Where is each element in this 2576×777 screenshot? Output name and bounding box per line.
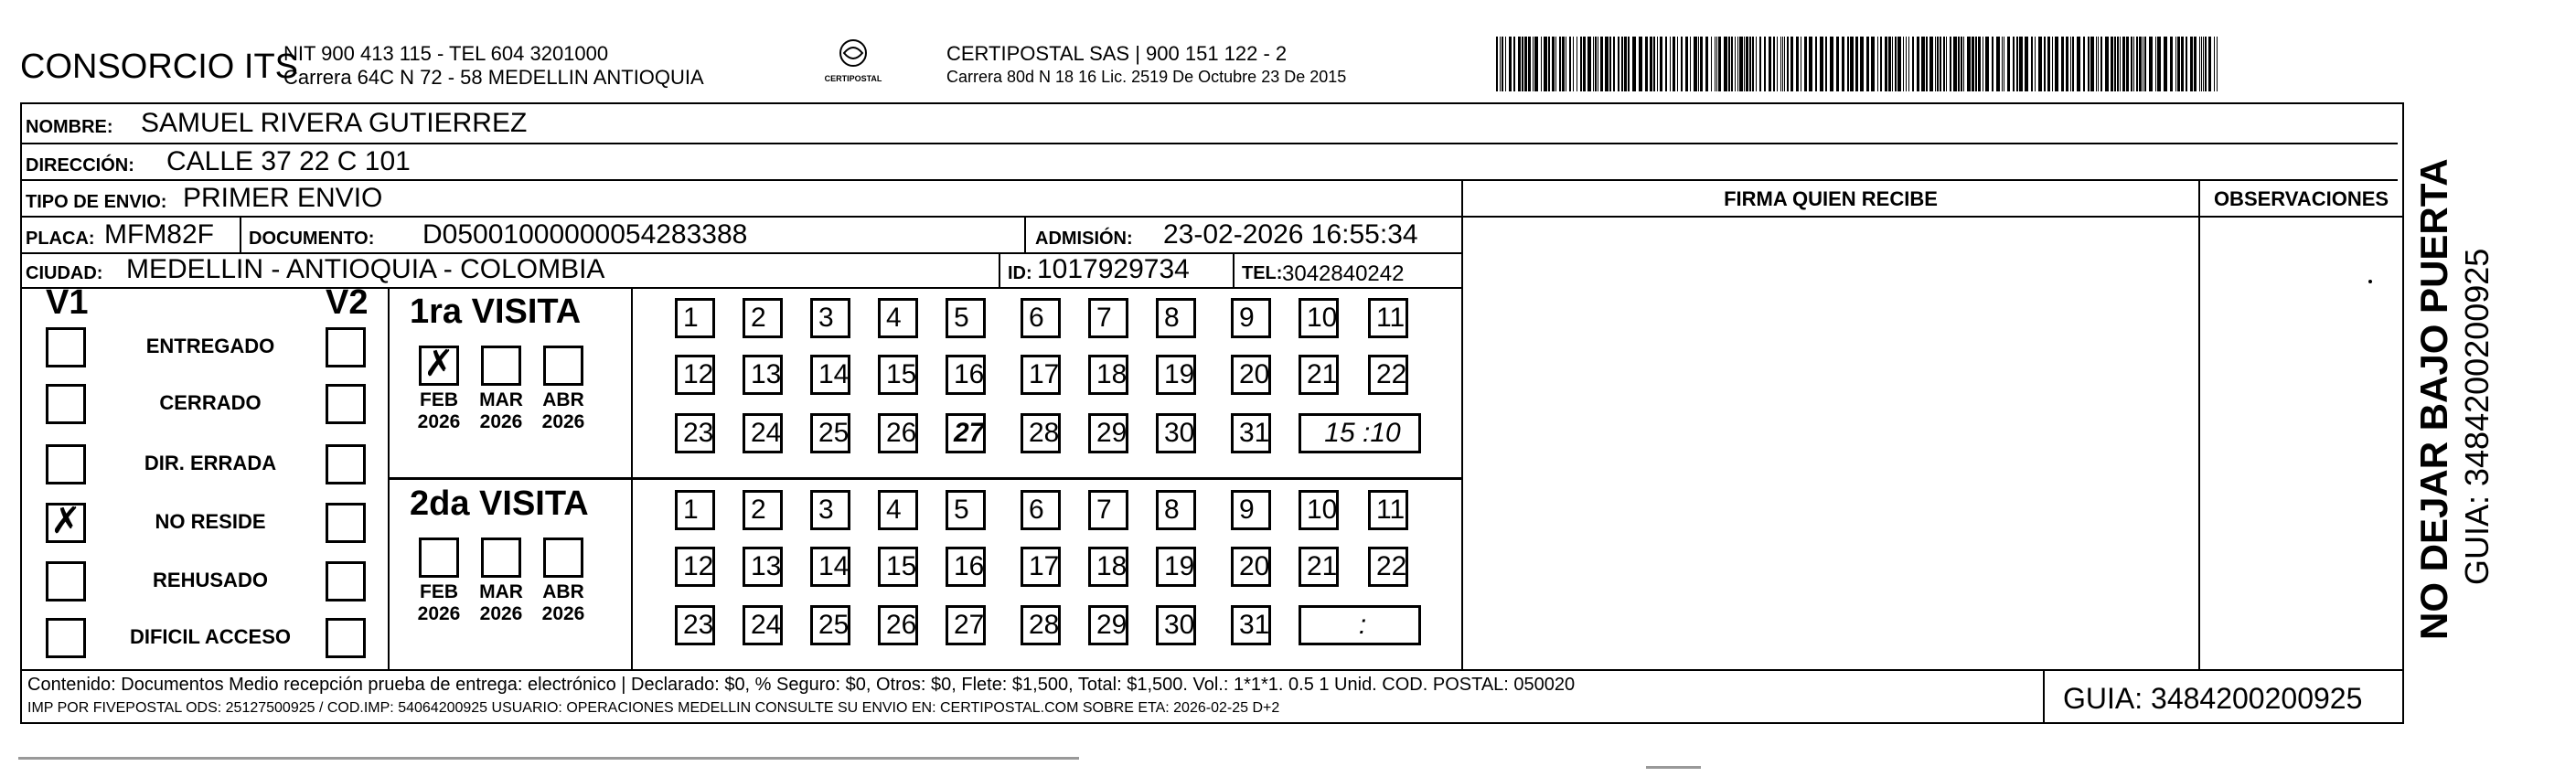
barcode	[1496, 37, 2228, 91]
footer-guia: GUIA: 3484200200925	[2063, 682, 2363, 715]
id-value: 1017929734	[1037, 254, 1190, 284]
footer-line	[20, 669, 2404, 671]
visit2-day[interactable]: 7	[1088, 490, 1128, 530]
visit1-day[interactable]: 23	[675, 413, 715, 453]
placa-value: MFM82F	[104, 219, 214, 250]
visit2-day[interactable]: 23	[675, 605, 715, 645]
visit2-day[interactable]: 9	[1231, 490, 1271, 530]
visit2-day[interactable]: 16	[946, 547, 986, 587]
v1-checkbox[interactable]	[46, 384, 86, 424]
admision-label: ADMISIÓN:	[1035, 229, 1133, 249]
visit2-day[interactable]: 10	[1299, 490, 1339, 530]
month-label: FEB	[420, 581, 458, 602]
nombre-value: SAMUEL RIVERA GUTIERREZ	[141, 108, 528, 138]
visit2-month-checkbox[interactable]	[481, 538, 521, 578]
carrier-address: Carrera 80d N 18 16 Lic. 2519 De Octubre 23 De 2015	[946, 68, 1347, 86]
visit2-time-field[interactable]: :	[1299, 605, 1421, 645]
year-label: 2026	[541, 603, 585, 624]
visit1-day[interactable]: 15	[878, 355, 918, 395]
year-label: 2026	[479, 411, 523, 432]
visit2-day[interactable]: 29	[1088, 605, 1128, 645]
visit1-day[interactable]: 27	[946, 413, 986, 453]
month-label: ABR	[542, 581, 584, 602]
visit1-day[interactable]: 16	[946, 355, 986, 395]
visit2-day[interactable]: 31	[1231, 605, 1271, 645]
visit2-month-checkbox[interactable]	[543, 538, 583, 578]
visit2-day[interactable]: 19	[1156, 547, 1196, 587]
year-label: 2026	[479, 603, 523, 624]
visit2-day[interactable]: 11	[1368, 490, 1408, 530]
status-option-label: NO RESIDE	[155, 510, 266, 533]
visit1-day[interactable]: 11	[1368, 298, 1408, 338]
month-check-mark: ✗	[423, 343, 454, 385]
v2-checkbox[interactable]	[326, 503, 366, 543]
side-guia: GUIA: 3484200200925	[2458, 248, 2496, 585]
documento-label: DOCUMENTO:	[249, 229, 375, 249]
status-option-label: CERRADO	[159, 391, 262, 414]
visit2-day[interactable]: 8	[1156, 490, 1196, 530]
carrier-name: CERTIPOSTAL SAS | 900 151 122 - 2	[946, 42, 1288, 65]
scan-mark	[1646, 766, 1701, 769]
tipo-label: TIPO DE ENVIO:	[26, 192, 167, 212]
visit2-day[interactable]: 22	[1368, 547, 1408, 587]
visit-divider	[631, 289, 633, 671]
visit1-month-checkbox[interactable]	[419, 343, 459, 386]
visit-separator	[390, 477, 1463, 480]
visit1-day[interactable]: 9	[1231, 298, 1271, 338]
visit2-day[interactable]: 28	[1021, 605, 1061, 645]
visit1-month	[536, 389, 591, 433]
visit2-day[interactable]: 1	[675, 490, 715, 530]
row-ciudad	[20, 254, 1463, 289]
obs-dot	[2368, 280, 2372, 283]
visit1-title: 1ra VISITA	[410, 293, 582, 331]
visit2-day[interactable]: 15	[878, 547, 918, 587]
nombre-label: NOMBRE:	[26, 117, 113, 137]
v1-checkbox[interactable]	[46, 327, 86, 367]
visit1-day[interactable]: 24	[743, 413, 783, 453]
v2-checkbox[interactable]	[326, 561, 366, 601]
v1-label: V1	[46, 283, 89, 322]
visit2-day[interactable]: 27	[946, 605, 986, 645]
visit1-day[interactable]: 14	[810, 355, 850, 395]
year-label: 2026	[417, 603, 461, 624]
visit1-day[interactable]: 6	[1021, 298, 1061, 338]
visit1-day[interactable]: 13	[743, 355, 783, 395]
visit1-day[interactable]: 30	[1156, 413, 1196, 453]
year-label: 2026	[541, 411, 585, 432]
year-label: 2026	[417, 411, 461, 432]
firma-header: FIRMA QUIEN RECIBE	[1463, 181, 2198, 218]
visit1-day[interactable]: 26	[878, 413, 918, 453]
v2-checkbox[interactable]	[326, 327, 366, 367]
visit1-day[interactable]: 10	[1299, 298, 1339, 338]
v2-checkbox[interactable]	[326, 444, 366, 484]
visit2-day[interactable]: 2	[743, 490, 783, 530]
visit1-day[interactable]: 3	[810, 298, 850, 338]
side-warning: NO DEJAR BAJO PUERTA	[2412, 158, 2455, 640]
placa-label: PLACA:	[26, 229, 95, 249]
visit1-month	[474, 389, 529, 433]
visit1-month-checkbox[interactable]	[481, 346, 521, 386]
visit1-day[interactable]: 22	[1368, 355, 1408, 395]
admision-value: 23-02-2026 16:55:34	[1163, 219, 1418, 250]
visit2-day[interactable]: 25	[810, 605, 850, 645]
visit1-day[interactable]: 2	[743, 298, 783, 338]
visit2-day[interactable]: 26	[878, 605, 918, 645]
ciudad-value: MEDELLIN - ANTIOQUIA - COLOMBIA	[126, 254, 605, 284]
tel-label: TEL:	[1242, 263, 1283, 283]
visit2-day[interactable]: 3	[810, 490, 850, 530]
visit2-month	[412, 581, 466, 625]
visit2-day[interactable]: 4	[878, 490, 918, 530]
visit2-day[interactable]: 5	[946, 490, 986, 530]
certipostal-logo	[812, 38, 894, 83]
visit1-day[interactable]: 25	[810, 413, 850, 453]
visit1-day[interactable]: 8	[1156, 298, 1196, 338]
visit1-day[interactable]: 4	[878, 298, 918, 338]
status-option-label: REHUSADO	[153, 569, 268, 591]
visit2-day[interactable]: 20	[1231, 547, 1271, 587]
visit1-day[interactable]: 31	[1231, 413, 1271, 453]
visit2-day[interactable]: 21	[1299, 547, 1339, 587]
status-option-label: DIR. ERRADA	[144, 452, 277, 474]
footer-imp: IMP POR FIVEPOSTAL ODS: 25127500925 / COD.IMP: 54064200925 USUARIO: OPERACIONES MEDELLIN CONSULTE SU ENVIO EN: CERTIPOSTAL.COM SOBRE ETA: 2026-02-25 D+2	[27, 700, 1280, 716]
visit2-day[interactable]: 30	[1156, 605, 1196, 645]
logo-text: CERTIPOSTAL	[824, 74, 882, 83]
v2-label: V2	[326, 283, 369, 322]
status-option-label: ENTREGADO	[145, 335, 275, 357]
direccion-value: CALLE 37 22 C 101	[166, 146, 411, 176]
visit1-day[interactable]: 7	[1088, 298, 1128, 338]
v2-checkbox[interactable]	[326, 618, 366, 658]
visit1-month-checkbox[interactable]	[543, 346, 583, 386]
row-tipo	[20, 181, 1463, 218]
tipo-value: PRIMER ENVIO	[183, 183, 383, 213]
visit1-month	[412, 389, 466, 433]
v1-checkbox[interactable]	[46, 500, 86, 543]
visit2-day[interactable]: 24	[743, 605, 783, 645]
v1-check-mark: ✗	[50, 500, 81, 542]
visit1-day[interactable]: 28	[1021, 413, 1061, 453]
visit2-day[interactable]: 13	[743, 547, 783, 587]
footer-contenido: Contenido: Documentos Medio recepción prueba de entrega: electrónico | Declarado: $0, % Seguro: $0, Otros: $0, Flete: $1,500, Total: $1,500. Vol.: 1*1*1. 0.5 1 Unid. COD. POSTAL: 050020	[27, 675, 1576, 695]
observaciones-header: OBSERVACIONES	[2200, 181, 2402, 218]
visit1-day[interactable]: 18	[1088, 355, 1128, 395]
visit1-day[interactable]: 5	[946, 298, 986, 338]
visit1-day[interactable]: 1	[675, 298, 715, 338]
company-address: Carrera 64C N 72 - 58 MEDELLIN ANTIOQUIA	[283, 66, 704, 89]
visit1-day[interactable]: 21	[1299, 355, 1339, 395]
month-label: MAR	[479, 581, 523, 602]
v1-checkbox[interactable]	[46, 618, 86, 658]
status-option-label: DIFICIL ACCESO	[129, 625, 291, 648]
month-label: FEB	[420, 389, 458, 410]
v2-checkbox[interactable]	[326, 384, 366, 424]
v1-checkbox[interactable]	[46, 444, 86, 484]
row-placa	[20, 218, 1463, 254]
visit1-day[interactable]: 20	[1231, 355, 1271, 395]
visit1-time-field[interactable]: 15 :10	[1299, 413, 1421, 453]
month-label: MAR	[479, 389, 523, 410]
visit2-month	[474, 581, 529, 625]
visit1-day[interactable]: 29	[1088, 413, 1128, 453]
visit2-month	[536, 581, 591, 625]
tel-value: 3042840242	[1282, 261, 1405, 286]
visit2-day[interactable]: 6	[1021, 490, 1061, 530]
right-edge	[2402, 102, 2404, 724]
id-label: ID:	[1008, 263, 1032, 283]
obs-divider	[2198, 181, 2200, 671]
visit2-day[interactable]: 18	[1088, 547, 1128, 587]
footer-divider	[2043, 669, 2045, 724]
visit1-day[interactable]: 19	[1156, 355, 1196, 395]
documento-value: D05001000000054283388	[422, 219, 748, 250]
visit2-day[interactable]: 17	[1021, 547, 1061, 587]
row-nombre	[20, 102, 2398, 144]
visit2-day[interactable]: 14	[810, 547, 850, 587]
visit2-day[interactable]: 12	[675, 547, 715, 587]
visit1-day[interactable]: 12	[675, 355, 715, 395]
visit2-title: 2da VISITA	[410, 484, 589, 523]
visit1-day[interactable]: 17	[1021, 355, 1061, 395]
row-direccion	[20, 144, 2398, 181]
scan-line	[18, 757, 1079, 760]
visit2-month-checkbox[interactable]	[419, 538, 459, 578]
company-name: CONSORCIO ITS	[20, 48, 299, 86]
ciudad-label: CIUDAD:	[26, 263, 103, 283]
month-label: ABR	[542, 389, 584, 410]
status-divider	[388, 289, 390, 671]
direccion-label: DIRECCIÓN:	[26, 155, 134, 176]
company-nit: NIT 900 413 115 - TEL 604 3201000	[283, 42, 609, 65]
v1-checkbox[interactable]	[46, 561, 86, 601]
